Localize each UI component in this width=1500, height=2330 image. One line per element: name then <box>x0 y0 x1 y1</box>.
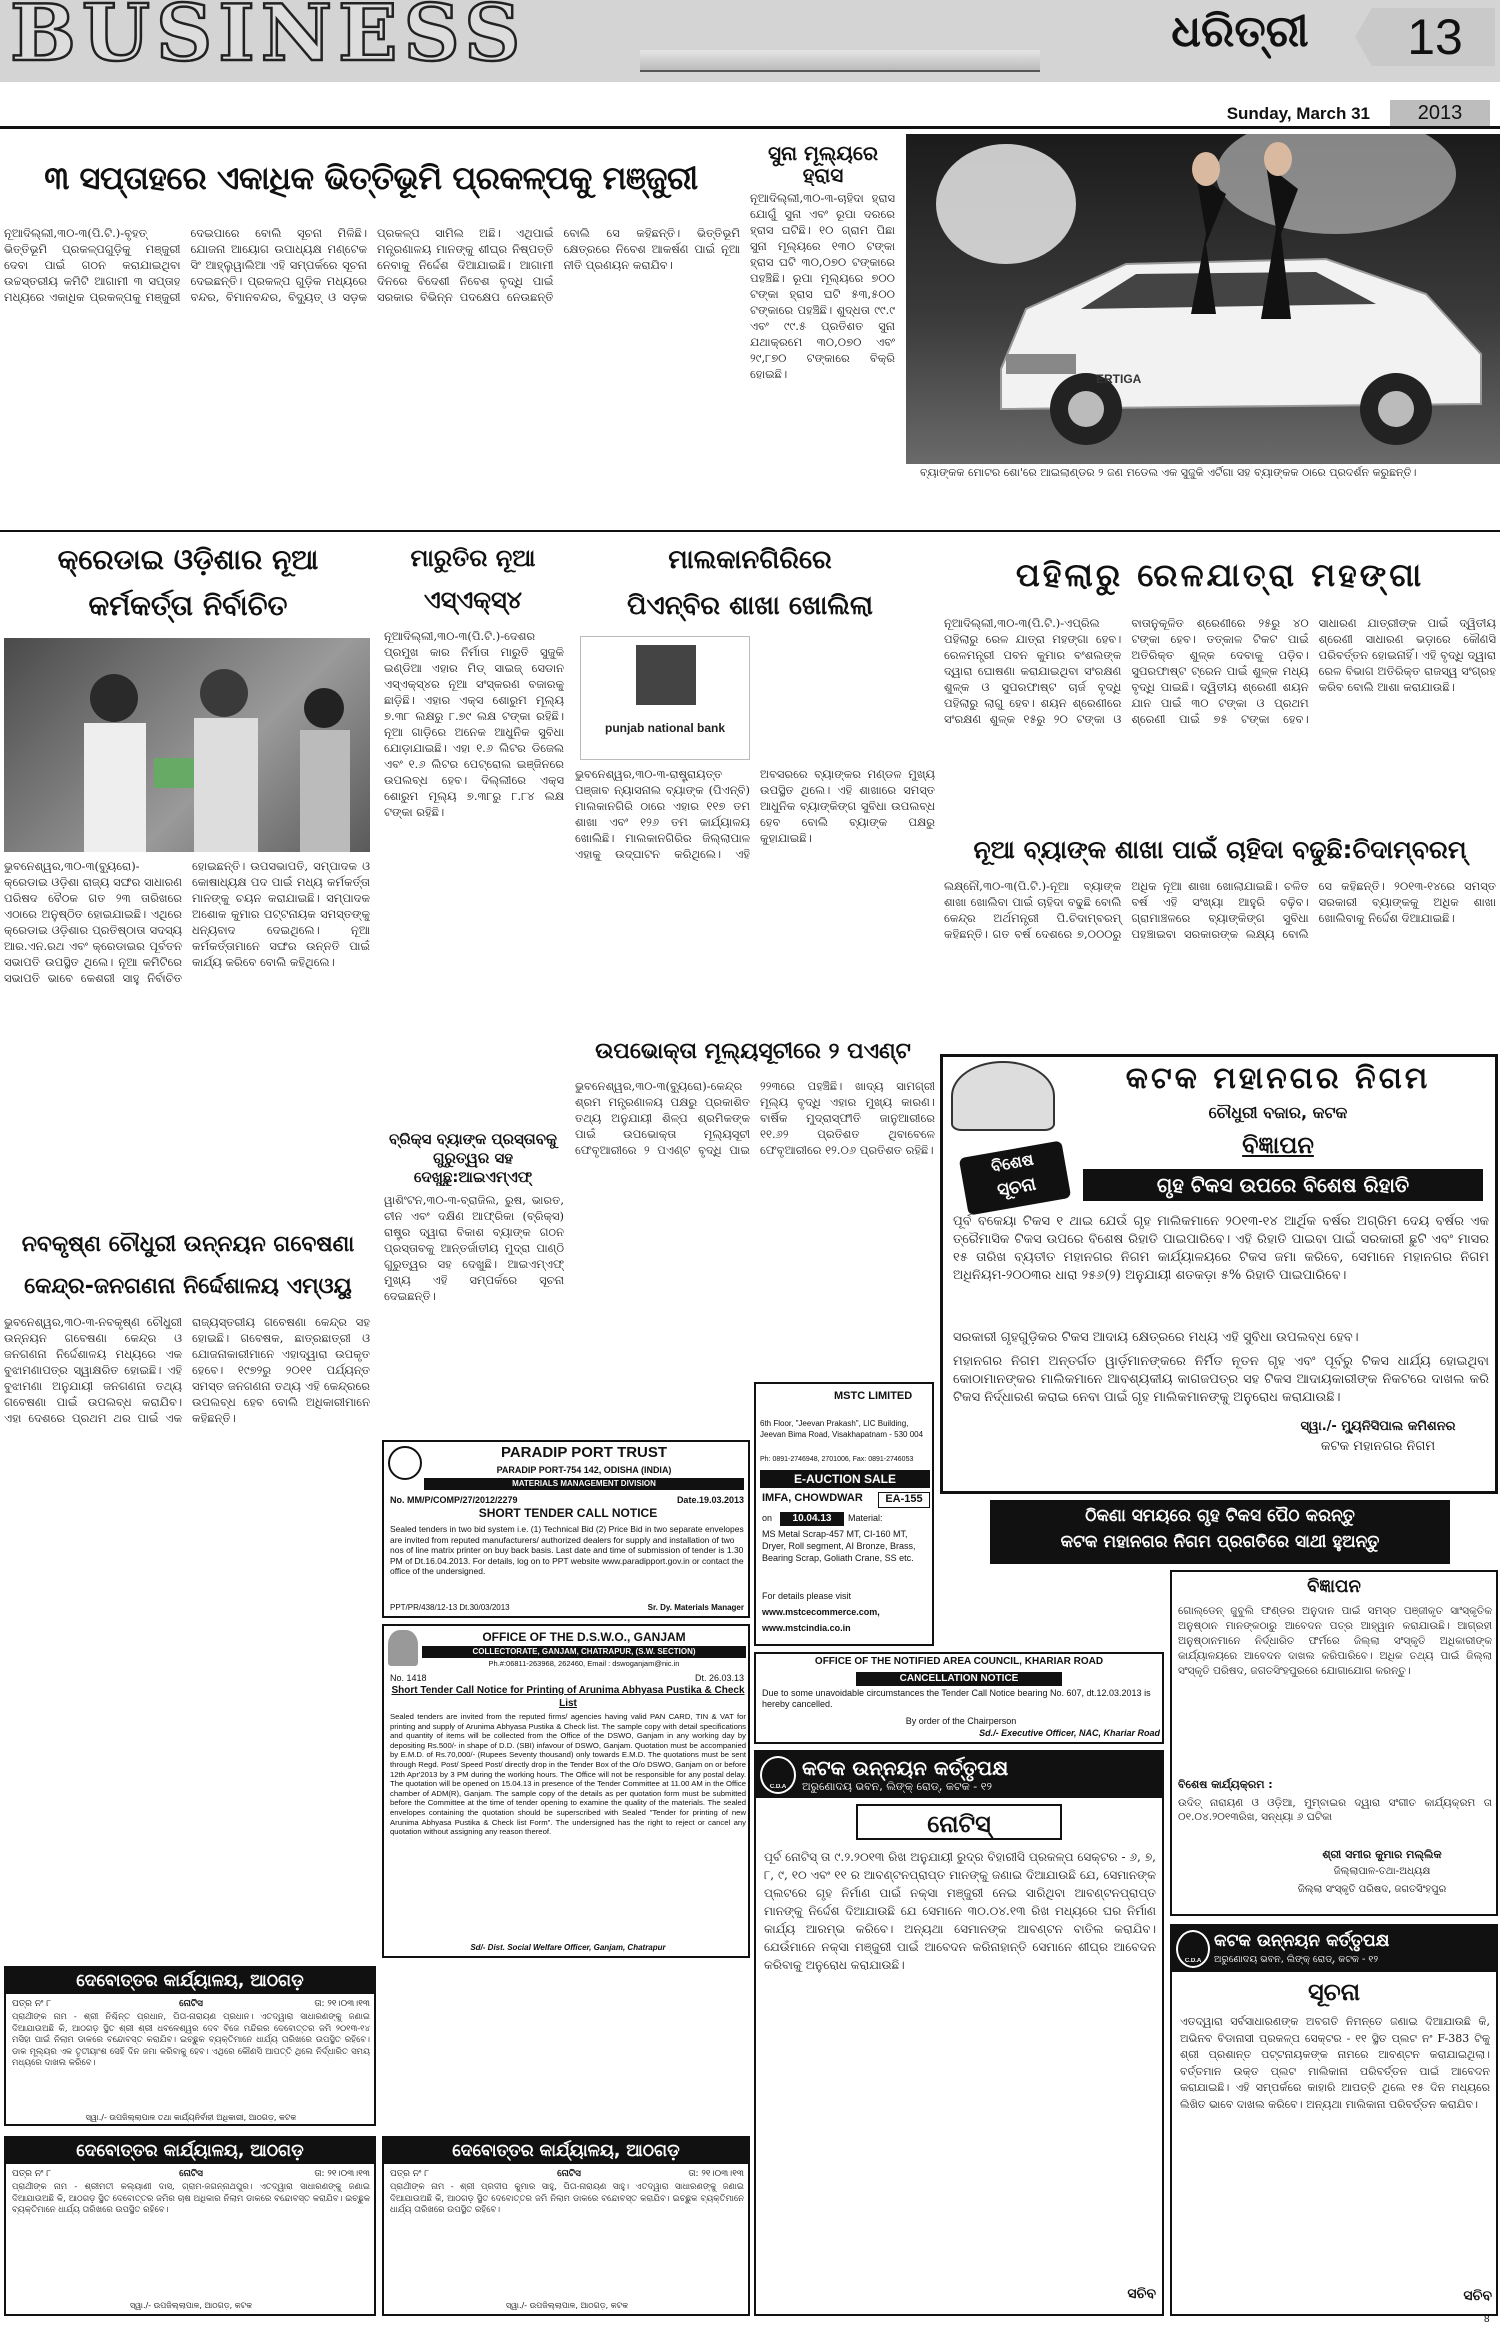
pnb-body: ଭୁବନେଶ୍ୱର,୩୦-୩-ରାଷ୍ଟ୍ରାୟତ୍ତ ପଞ୍ଜାବ ନ୍ୟାସନାଲ ବ୍ୟାଙ୍କ (ପିଏନ୍‌ବି) ମାଲକାନଗିରି ଠାରେ ଏହାର ୧୧୭ ତମ ଶାଖା ଏବଂ ୧୨୬ ତମ କାର୍ଯ୍ୟାଳୟ ଖୋଲିଛି। ମାଲକାନଗିରିର ଜିଲ୍ଲାପାଳ ଏହାକୁ ଉଦ୍‌ଘାଟନ କରିଥିଲେ। ଏହି ଅବସରରେ ବ୍ୟାଙ୍କର ମଣ୍ଡଳ ମୁଖ୍ୟ ଉପସ୍ଥିତ ଥିଲେ। ଏହି ଶାଖାରେ ସମସ୍ତ ଆଧୁନିକ ବ୍ୟାଙ୍କିଙ୍ଗ ସୁବିଧା ଉପଲବ୍ଧ ହେବ ବୋଲି ବ୍ୟାଙ୍କ ପକ୍ଷରୁ କୁହାଯାଇଛି। <box>575 767 935 861</box>
kharir-signature: Sd./- Executive Officer, NAC, Khariar Road <box>979 1728 1160 1738</box>
brics-body: ୱାଶିଂଟନ,୩୦-୩-ବ୍ରାଜିଲ, ରୁଷ, ଭାରତ, ଚୀନ ଏବଂ ଦକ୍ଷିଣ ଆଫ୍ରିକା (ବ୍ରିକ୍ସ) ରାଷ୍ଟ୍ର ଦ୍ୱାରା ବିକାଶ ବ୍ୟାଙ୍କ ଗଠନ ପ୍ରସ୍ତାବକୁ ଆନ୍ତର୍ଜାତୀୟ ମୁଦ୍ରା ପାଣ୍ଠି ଗୁରୁତ୍ୱର ସହ ଦେଖୁଛି। ଆଇଏମ୍‌ଏଫ୍ ମୁଖ୍ୟ ଏହି ସମ୍ପର୍କରେ ସୂଚନା ଦେଇଛନ୍ତି। <box>384 1193 564 1303</box>
maruti-headline-1: ମାରୁତିର ନୂଆ <box>410 544 536 572</box>
census-headline-2: କେନ୍ଦ୍ର-ଜନଗଣନା ନିର୍ଦ୍ଦେଶାଳୟ ଏମ୍‌ଓୟୁ <box>24 1274 352 1299</box>
cda1-signature: ସଚିବ <box>1127 2286 1156 2302</box>
cda1-notice-title: ନୋଟିସ୍ <box>856 1804 1062 1840</box>
cmc-note-2: ମହାନଗର ନିଗମ ଅନ୍ତର୍ଗତ ୱାର୍ଡ଼ମାନଙ୍କରେ ନିର୍ମିତ ନୂତନ ଗୃହ ଏବଂ ପୂର୍ବରୁ ଟିକସ ଧାର୍ଯ୍ୟ ହୋଇଥିବା କୋଠାମାନଙ୍କର ମାଲିକମାନେ ଆବଶ୍ୟକୀୟ କାଗଜପତ୍ର ସହ ଟିକସ ଆଦାୟକାରୀଙ୍କ ନିକଟରେ ଦାଖଲ କରି ଟିକସ ନିର୍ଦ୍ଧାରଣ କରାଇ ନେବା ପାଇଁ ଗୃହ ମାଲିକମାନଙ୍କୁ ଅନୁରୋଧ କରାଯାଉଛି। <box>953 1354 1489 1405</box>
paradip-logo <box>388 1446 422 1480</box>
issue-year: 2013 <box>1390 100 1490 126</box>
cda2-org: କଟକ ଉନ୍ନୟନ କର୍ତ୍ତୃପକ୍ଷ <box>1214 1931 1390 1951</box>
paradip-address: PARADIP PORT-754 142, ODISHA (INDIA) <box>496 1465 672 1475</box>
pnb-logo-text: punjab national bank <box>604 721 725 735</box>
cda2-notice-title: ସୂଚନା <box>1307 1978 1360 2006</box>
gold-body: ନୂଆଦିଲ୍ଲୀ,୩୦-୩-ଚାହିଦା ହ୍ରାସ ଯୋଗୁଁ ସୁନା ଏବଂ ରୂପା ଦରରେ ହ୍ରାସ ଘଟିଛି। ୧୦ ଗ୍ରାମ ପିଛା ସୁନା ମୂଲ୍ୟରେ ୧୩୦ ଟଙ୍କା ହ୍ରାସ ଘଟି ୩୦,୦୭୦ ଟଙ୍କାରେ ପହଞ୍ଚିଛି। ରୂପା ମୂଲ୍ୟରେ ୭୦୦ ଟଙ୍କା ହ୍ରାସ ଘଟି ୫୩,୫୦୦ ଟଙ୍କାରେ ପହଞ୍ଚିଛି। ଶୁଦ୍ଧତା ୯୯.୯ ଏବଂ ୯୯.୫ ପ୍ରତିଶତ ସୁନା ଯଥାକ୍ରମେ ୩୦,୦୭୦ ଏବଂ ୨୯,୮୭୦ ଟଙ୍କାରେ ବିକ୍ରି ହୋଇଛି। <box>750 191 895 381</box>
credai-body: ଭୁବନେଶ୍ୱର,୩୦-୩(ବ୍ୟୁରୋ)-କ୍ରେଡାଇ ଓଡ଼ିଶା ରାଜ୍ୟ ସଙ୍ଘର ସାଧାରଣ ପରିଷଦ ବୈଠକ ଗତ ୨୩ ତାରିଖରେ ଏଠାରେ ଅନୁଷ୍ଠିତ ହୋଇଯାଇଛି। ଏଥିରେ କ୍ରେଡାଇ ଓଡ଼ିଶାର ପ୍ରତିଷ୍ଠାତା ସଦସ୍ୟ ଆର.ଏନ.ରଥ ଏବଂ କ୍ରେଡାଇର ପୂର୍ବତନ ସଭାପତି ଉପସ୍ଥିତ ଥିଲେ। ନୂଆ କମିଟିରେ ସଭାପତି ଭାବେ କେଶରୀ ସାହୁ ନିର୍ବାଚିତ ହୋଇଛନ୍ତି। ଉପସଭାପତି, ସମ୍ପାଦକ ଓ କୋଷାଧ୍ୟକ୍ଷ ପଦ ପାଇଁ ମଧ୍ୟ କର୍ମକର୍ତ୍ତା ମାନଙ୍କୁ ଚୟନ କରାଯାଇଛି। ସମ୍ପାଦକ ଅଶୋକ କୁମାର ପଟ୍ଟନାୟକ ସମସ୍ତଙ୍କୁ ଧନ୍ୟବାଦ ଦେଇଥିଲେ। ନୂଆ କର୍ମକର୍ତ୍ତାମାନେ ସଙ୍ଘର ଉନ୍ନତି ପାଇଁ କାର୍ଯ୍ୟ କରିବେ ବୋଲି କହିଥିଲେ। <box>4 859 370 985</box>
pnb-headline-1: ମାଲକାନଗିରିରେ <box>668 545 832 575</box>
bank-branches-body: ଲକ୍ଷ୍ନୌ,୩୦-୩(ପି.ଟି.)-ନୂଆ ବ୍ୟାଙ୍କ ଶାଖା ଖୋଲିବା ପାଇଁ ଚାହିଦା ବଢୁଛି ବୋଲି କେନ୍ଦ୍ର ଅର୍ଥମନ୍ତ୍ରୀ ପି.ଚିଦାମ୍ବରମ୍ କହିଛନ୍ତି। ଗତ ବର୍ଷ ଦେଶରେ ୭,୦୦୦ରୁ ଅଧିକ ନୂଆ ଶାଖା ଖୋଲାଯାଇଛି। ଚଳିତ ବର୍ଷ ଏହି ସଂଖ୍ୟା ଆହୁରି ବଢ଼ିବ। ଗ୍ରାମାଞ୍ଚଳରେ ବ୍ୟାଙ୍କିଙ୍ଗ ସୁବିଧା ପହଞ୍ଚାଇବା ସରକାରଙ୍କ ଲକ୍ଷ୍ୟ ବୋଲି ସେ କହିଛନ୍ତି। ୨୦୧୩-୧୪ରେ ସମସ୍ତ ସରକାରୀ ବ୍ୟାଙ୍କକୁ ଅଧିକ ଶାଖା ଖୋଲିବାକୁ ନିର୍ଦ୍ଦେଶ ଦିଆଯାଇଛି। <box>944 879 1496 941</box>
athgarh3-ref: ପତ୍ର ନଂ ୮ <box>390 2169 429 2179</box>
dswo-contact: Ph.#:06811-263968, 262460, Email : dswoganjam@nic.in <box>488 1659 680 1668</box>
athgarh1-office: ଦେବୋତ୍ତର କାର୍ଯ୍ୟାଳୟ, ଆଠଗଡ଼ <box>6 1968 374 1994</box>
culture-program-label: ବିଶେଷ କାର୍ଯ୍ୟକ୍ରମ : <box>1178 1778 1273 1791</box>
credai-photo-figures <box>4 638 370 852</box>
masthead-underline <box>0 126 1500 129</box>
athgarh1-ref: ପତ୍ର ନଂ ୮ <box>12 1999 51 2009</box>
car-badge: ERTIGA <box>1096 372 1142 386</box>
cda1-ad <box>754 1750 1164 2316</box>
dswo-address: COLLECTORATE, GANJAM, CHATRAPUR, (S.W. SECTION) <box>422 1646 746 1658</box>
mstc-notice-title: E-AUCTION SALE <box>760 1470 930 1488</box>
culture-title: ବିଜ୍ଞାପନ <box>1307 1576 1361 1597</box>
mstc-auction-on: on <box>762 1513 773 1523</box>
athgarh3-body: ପ୍ରାର୍ଥୀଙ୍କ ନାମ - ଶ୍ରୀ ପ୍ରଦୀପ କୁମାର ସାହୁ, ପିତା-ନାରାୟଣ ସାହୁ। ଏତଦ୍ୱାରା ସାଧାରଣଙ୍କୁ ଜଣାଇ ଦିଆଯାଉଅଛି କି, ଆଠଗଡ଼ ସ୍ଥିତ ଦେବୋତ୍ତର ଜମି ନିଲାମ ଡାକରେ ବନ୍ଦୋବସ୍ତ କରାଯିବ। ଇଚ୍ଛୁକ ବ୍ୟକ୍ତିମାନେ ଧାର୍ଯ୍ୟ ତାରିଖରେ ଉପସ୍ଥିତ ରହିବେ। <box>390 2182 744 2215</box>
dswo-body: Sealed tenders are invited from the reputed firms/ agencies having valid PAN CARD, TIN & VAT for printing and supply of Arunima Abhyasa Pustika & Check list. The sample copy with detail specifications and quantity of items will be collected from the Office of the DSWO, Ganjam in any working day by depositing Rs.500/- in shape of D.D. (SBI) infavour of DSWO, Ganjam. Quotation must be accompanied by E.M.D. of Rs.70,000/- (Rupees Seventy thousand) only towards E.M.D. The quotations must be sent through Regd. Post/ Speed Post/ directly drop in the Tender Box of the O/o DSWO, Ganjam on or before 12th Apr'2013 by 3 PM during the working hours. The Office will not be responsible for any postal delay. The quotation will be opened on 15.04.13 in presence of the Tender Committee at 11.00 AM in the Office chamber of ADM(R), Ganjam. The sample copy of the details as per quotation form must be submitted before the Committee at the time of tender opening to examine the quality of the materials. The sealed envelopes containing the quotation should be superscribed with Sealed "Tender for printing of new Arunima Abhyasa Pustika & Check list Form". The undersigned has the right to reject or cancel any quotation without assigning any reason thereof. <box>390 1712 746 1837</box>
paradip-date: Date.19.03.2013 <box>676 1495 744 1505</box>
dswo-emblem <box>388 1630 418 1666</box>
dswo-ad <box>382 1624 750 1958</box>
issue-date: Sunday, March 31 <box>1226 104 1370 123</box>
cmc-badge-line1: ବିଶେଷ <box>989 1149 1035 1176</box>
mstc-material-label: Material: <box>848 1513 883 1523</box>
athgarh3-ad <box>382 2136 750 2316</box>
bank-branches-headline: ନୂଆ ବ୍ୟାଙ୍କ ଶାଖା ପାଇଁ ଚାହିଦା ବଢୁଛି:ଚିଦାମ୍ବରମ୍ <box>973 835 1467 864</box>
car-photo <box>906 134 1500 464</box>
mstc-site-1[interactable]: www.mstcecommerce.com, <box>762 1607 880 1617</box>
athgarh1-notice: ନୋଟିସ <box>179 1999 203 2009</box>
paradip-division: MATERIALS MANAGEMENT DIVISION <box>424 1478 744 1490</box>
gold-headline: ସୁନା ମୂଲ୍ୟରେ ହ୍ରାସ <box>767 142 879 186</box>
mstc-org: MSTC LIMITED <box>834 1390 913 1402</box>
paradip-ad <box>382 1440 750 1618</box>
railway-headline: ପହିଲାରୁ ରେଳଯାତ୍ରା ମହଙ୍ଗା <box>1015 556 1425 594</box>
census-body: ଭୁବନେଶ୍ୱର,୩୦-୩-ନବକୃଷ୍ଣ ଚୌଧୁରୀ ଉନ୍ନୟନ ଗବେଷଣା କେନ୍ଦ୍ର ଓ ଜନଗଣନା ନିର୍ଦ୍ଦେଶାଳୟ ମଧ୍ୟରେ ଏକ ବୁଝାମଣାପତ୍ର ସ୍ୱାକ୍ଷରିତ ହୋଇଛି। ଏହି ବୁଝାମଣା ଅନୁଯାୟୀ ଜନଗଣନା ତଥ୍ୟ ଗବେଷଣା ପାଇଁ ଉପଲବ୍ଧ କରାଯିବ। ଏହା ଦେଶରେ ପ୍ରଥମ ଥର ପାଇଁ ଏକ ରାଜ୍ୟସ୍ତରୀୟ ଗବେଷଣା କେନ୍ଦ୍ର ସହ ହୋଇଛି। ଗବେଷକ, ଛାତ୍ରଛାତ୍ରୀ ଓ ଯୋଜନାକାରୀମାନେ ଏହାଦ୍ୱାରା ଉପକୃତ ହେବେ। ୧୯୭୨ରୁ ୨୦୧୧ ପର୍ଯ୍ୟନ୍ତ ସମସ୍ତ ଜନଗଣନା ତଥ୍ୟ ଏହି କେନ୍ଦ୍ରରେ ଉପଲବ୍ଧ ହେବ ବୋଲି ଅଧିକାରୀମାନେ କହିଛନ୍ତି। <box>4 1315 370 1425</box>
cda2-signature: ସଚିବ <box>1463 2288 1492 2304</box>
pnb-logo <box>580 636 750 760</box>
athgarh2-body: ପ୍ରାର୍ଥୀଙ୍କ ନାମ - ଶ୍ରୀମତୀ କଲ୍ୟାଣୀ ଦାସ, ଗ୍ରାମ-ଜଗନ୍ନାଥପୁର। ଏତଦ୍ୱାରା ସାଧାରଣଙ୍କୁ ଜଣାଇ ଦିଆଯାଉଅଛି କି, ଆଠଗଡ଼ ସ୍ଥିତ ଦେବୋତ୍ତର ଜମିର ଚାଷ ଅଧିକାର ନିଲାମ ଡାକରେ ବନ୍ଦୋବସ୍ତ କରାଯିବ। ଇଚ୍ଛୁକ ବ୍ୟକ୍ତିମାନେ ଧାର୍ଯ୍ୟ ତାରିଖରେ ଉପସ୍ଥିତ ରହିବେ। <box>12 2182 370 2215</box>
paradip-notice-title: SHORT TENDER CALL NOTICE <box>478 1506 658 1520</box>
inflation-headline: ଉପଭୋକ୍ତା ମୂଲ୍ୟସୂଚୀରେ ୨ ପଏଣ୍ଟ <box>595 1039 911 1064</box>
athgarh2-ad <box>4 2136 376 2316</box>
mstc-details: For details please visit <box>762 1591 852 1601</box>
paper-logo: ଧରିତ୍ରୀ <box>1171 6 1309 57</box>
maruti-body: ନୂଆଦିଲ୍ଲୀ,୩୦-୩(ପି.ଟି.)-ଦେଶର ପ୍ରମୁଖ କାର ନିର୍ମାତା ମାରୁତି ସୁଜୁକି ଇଣ୍ଡିଆ ଏହାର ମିଡ୍ ସାଇଜ୍ ସେଡାନ ଏସ୍‌ଏକ୍ସ୍‌୪ର ନୂଆ ସଂସ୍କରଣ ବଜାରକୁ ଛାଡ଼ିଛି। ଏହାର ଏକ୍ସ ଶୋରୁମ ମୂଲ୍ୟ ୭.୩୮ ଲକ୍ଷରୁ ୮.୭୯ ଲକ୍ଷ ଟଙ୍କା ରହିଛି। ନୂଆ ଗାଡ଼ିରେ ଅନେକ ଆଧୁନିକ ସୁବିଧା ଯୋଡ଼ାଯାଇଛି। ଏହା ୧.୬ ଲିଟର ଡିଜେଲ ଏବଂ ୧.୬ ଲିଟର ପେଟ୍ରୋଲ ଇଞ୍ଜିନରେ ଉପଲବ୍ଧ ହେବ। ଦିଲ୍ଲୀରେ ଏକ୍ସ ଶୋରୁମ ମୂଲ୍ୟ ୭.୩୮ରୁ ୮.୮୪ ଲକ୍ଷ ଟଙ୍କା ରହିଛି। <box>384 629 564 819</box>
athgarh3-signature: ସ୍ୱା./- ଉପଜିଲ୍ଲାପାଳ, ଆଠଗଡ଼, କଟକ <box>505 2301 629 2310</box>
culture-body: ଗୋଲ୍‌ଡେନ୍ ଜୁବୁଲି ଫଣ୍ଡର ଅନୁଦାନ ପାଇଁ ସମସ୍ତ ପଞ୍ଜୀକୃତ ସାଂସ୍କୃତିକ ଅନୁଷ୍ଠାନ ମାନଙ୍କଠାରୁ ଆବେଦନ ପତ୍ର ଆହ୍ୱାନ କରାଯାଉଛି। ଆଗ୍ରହୀ ଅନୁଷ୍ଠାନମାନେ ନିର୍ଦ୍ଧାରିତ ଫର୍ମରେ ଜିଲ୍ଲା ସଂସ୍କୃତି ଅଧିକାରୀଙ୍କ କାର୍ଯ୍ୟାଳୟରେ ଆବେଦନ ଦାଖଲ କରିପାରିବେ। ଅଧିକ ତଥ୍ୟ ପାଇଁ ଜିଲ୍ଲା ସଂସ୍କୃତି ପରିଷଦ, ଜଗତସିଂହପୁରରେ ଯୋଗାଯୋଗ କରନ୍ତୁ। <box>1178 1605 1492 1677</box>
culture-program-text: ଉଦିତ୍ ନାରାୟଣ ଓ ଓଡ଼ିଆ, ମୁମ୍ବାଇର ଦ୍ୱାରା ସଂଗୀତ କାର୍ଯ୍ୟକ୍ରମ ତା ୦୧.୦୪.୨୦୧୩ରିଖ, ସନ୍ଧ୍ୟା ୬ ଘଟିକା <box>1178 1797 1492 1823</box>
divider-row2 <box>0 530 1500 532</box>
athgarh3-date: ତା: ୨୧।୦୩।୧୩ <box>688 2169 744 2179</box>
athgarh2-date: ତା: ୨୧।୦୩।୧୩ <box>314 2169 370 2179</box>
athgarh2-notice: ନୋଟିସ <box>179 2169 203 2179</box>
cda1-body: ପୂର୍ବ ନୋଟିସ୍ ତା ୯.୨.୨୦୧୩ ରିଖ ଅନୁଯାୟୀ ରୁଦ୍ର ବିହାରୀସି ପ୍ରକଳ୍ପ ସେକ୍ଟର - ୬, ୭, ୮, ୯, ୧୦ ଏବଂ ୧୧ ର ଆବଣ୍ଟନପ୍ରାପ୍ତ ମାନଙ୍କୁ ଜଣାଇ ଦିଆଯାଉଛି ଯେ, ସେମାନଙ୍କ ପ୍ଲଟରେ ଗୃହ ନିର୍ମାଣ ପାଇଁ ନକ୍ସା ମଞ୍ଜୁରୀ ନେଇ ସାରିଥିବା ଆବଣ୍ଟନପ୍ରାପ୍ତ ମାନଙ୍କୁ ନିର୍ଦ୍ଦେଶ ଦିଆଯାଉଛି ଯେ ସେମାନେ ୩୦.୦୪.୧୩ ରିଖ ମଧ୍ୟରେ ଘର ନିର୍ମାଣ କାର୍ଯ୍ୟ ଆରମ୍ଭ କରିବେ। ଅନ୍ୟଥା ସେମାନଙ୍କ ଆବଣ୍ଟନ ବାତିଲ କରାଯିବ। ଯେଉଁମାନେ ନକ୍ସା ମଞ୍ଜୁରୀ ପାଇଁ ଆବେଦନ କରିନାହାନ୍ତି ସେମାନେ ଶୀଘ୍ର ଆବେଦନ କରିବାକୁ ଅନୁରୋଧ କରାଯାଉଛି। <box>764 1850 1156 1972</box>
athgarh1-ad <box>4 1966 376 2126</box>
dswo-notice-title: Short Tender Call Notice for Printing of Arunima Abhyasa Pustika & Check List <box>391 1685 745 1709</box>
kharir-ad <box>754 1652 1164 1744</box>
credai-headline-2: କର୍ମକର୍ତ୍ତା ନିର୍ବାଚିତ <box>88 589 288 622</box>
dswo-no: No. 1418 <box>390 1673 427 1683</box>
athgarh1-date: ତା: ୨୧।୦୩।୧୩ <box>314 1999 370 2009</box>
page-footer-mark: 8 <box>1484 2314 1490 2325</box>
cmc-emblem <box>951 1061 1055 1131</box>
paradip-title: PARADIP PORT TRUST <box>500 1444 668 1461</box>
census-headline-1: ନବକୃଷ୍ଣ ଚୌଧୁରୀ ଉନ୍ନୟନ ଗବେଷଣା <box>21 1232 355 1257</box>
cda1-org: କଟକ ଉନ୍ନୟନ କର୍ତ୍ତୃପକ୍ଷ <box>802 1756 1009 1780</box>
cmc-address: ଚୌଧୁରୀ ବଜାର, କଟକ <box>1208 1103 1348 1122</box>
paradip-body: Sealed tenders in two bid system i.e. (1) Technical Bid (2) Price Bid in two separate envelopes are invited from reputed manufacturers/ authorized dealers for supply and installation of two nos of line matrix printer on buy back basis. Last date and time of submission of tender is 1.30 PM of Dt.16.04.2013. For details, log on to PPT website www.paradipport.gov.in or contact the office of the undersigned. <box>390 1524 744 1576</box>
paradip-footer-right: Sr. Dy. Materials Manager <box>647 1603 744 1612</box>
cmc-badge <box>959 1140 1071 1215</box>
culture-signature-1: ଶ୍ରୀ ସମୀର କୁମାର ମଲ୍ଲିକ <box>1322 1848 1442 1861</box>
athgarh3-notice: ନୋଟିସ <box>557 2169 581 2179</box>
culture-signature-3: ଜିଲ୍ଲା ସଂସ୍କୃତି ପରିଷଦ, ଜଗତସିଂହପୁର <box>1297 1884 1447 1895</box>
culture-signature-2: ଜିଲ୍ଲାପାଳ-ତଥା-ଅଧ୍ୟକ୍ଷ <box>1333 1866 1431 1877</box>
section-title: BUSINESS <box>10 0 527 79</box>
cda1-logo: C.D.A <box>769 1784 787 1790</box>
car-illustration <box>906 134 1500 464</box>
car-photo-caption: ବ୍ୟାଙ୍କକ ମୋଟର ଶୋ'ରେ ଆଇଲାଣ୍ଡର ୨ ଜଣ ମଡେଲ ଏକ ସୁଜୁକି ଏର୍ଟିଗା ସହ ବ୍ୟାଙ୍କକ ଠାରେ ପ୍ରଦର୍ଶନ କରୁଛନ୍ତି। <box>920 466 1417 479</box>
athgarh3-office: ଦେବୋତ୍ତର କାର୍ଯ୍ୟାଳୟ, ଆଠଗଡ଼ <box>384 2138 748 2164</box>
cmc-org: କଟକ ମହାନଗର ନିଗମ <box>1125 1061 1431 1096</box>
cda2-header <box>1172 1926 1496 1972</box>
maruti-headline-2: ଏସ୍‌ଏକ୍ସ୍‌୪ <box>423 586 523 614</box>
cda2-address: ଅରୁଣୋଦୟ ଭବନ, ଲିଙ୍କ୍ ରୋଡ୍, କଟକ - ୧୨ <box>1214 1954 1379 1965</box>
cmc-banner-1: ଠିକଣା ସମୟରେ ଗୃହ ଟିକସ ପୈଠ କରନ୍ତୁ <box>1085 1506 1355 1526</box>
cda2-body: ଏତଦ୍ୱାରା ସର୍ବସାଧାରଣଙ୍କ ଅବଗତି ନିମନ୍ତେ ଜଣାଇ ଦିଆଯାଉଛି କି, ଅଭିନବ ବିଡାନାସୀ ପ୍ରକଳ୍ପ ସେକ୍ଟର - ୧୧ ସ୍ଥିତ ପ୍ଲଟ ନଂ F-383 ଟିକୁ ଶ୍ରୀ ପ୍ରଶାନ୍ତ ପଟ୍ଟନାୟକଙ୍କ ନାମରେ ଆବଣ୍ଟନ କରାଯାଇଥିଲା। ବର୍ତ୍ତମାନ ଉକ୍ତ ପ୍ଲଟ ମାଲିକାନା ପରିବର୍ତ୍ତନ ପାଇଁ ଆବେଦନ କରାଯାଇଛି। ଏହି ସମ୍ପର୍କରେ କାହାରି ଆପତ୍ତି ଥିଲେ ୧୫ ଦିନ ମଧ୍ୟରେ ଲିଖିତ ଭାବେ ଦାଖଲ କରିବେ। ଅନ୍ୟଥା ମାଲିକାନା ପରିବର୍ତ୍ତନ କରାଯିବ। <box>1180 2015 1490 2111</box>
mstc-ad <box>754 1382 934 1646</box>
dswo-signature: Sd/- Dist. Social Welfare Officer, Ganjam, Chatrapur <box>470 1943 666 1952</box>
kharir-order: By order of the Chairperson <box>905 1716 1017 1726</box>
kharir-body: Due to some unavoidable circumstances the Tender Call Notice bearing No. 607, dt.12.03.2013 is hereby cancelled. <box>762 1688 1151 1709</box>
brics-headline: ବ୍ରିକ୍ସ ବ୍ୟାଙ୍କ ପ୍ରସ୍ତାବକୁ ଗୁରୁତ୍ୱର ସହ ଦେଖୁଛୁ:ଆଇଏମ୍‌ଏଫ୍ <box>388 1130 558 1186</box>
mstc-phone: Ph: 0891-2746948, 2701006, Fax: 0891-2746053 <box>760 1456 914 1463</box>
mstc-auction-date: 10.04.13 <box>780 1512 844 1526</box>
athgarh1-body: ପ୍ରାର୍ଥୀଙ୍କ ନାମ - ଶ୍ରୀ ନିଶ୍ଚିନ୍ତ ପ୍ରଧାନ, ପିତା-ନାରାୟଣ ପ୍ରଧାନ। ଏତଦ୍ୱାରା ସାଧାରଣଙ୍କୁ ଜଣାଇ ଦିଆଯାଉଅଛି କି, ଆଠଗଡ଼ ସ୍ଥିତ ଶ୍ରୀ ଶ୍ରୀ ଧବଳେଶ୍ୱର ଦେବ ବିଜେ ମନ୍ଦିରର ଦେବୋତ୍ତର ଜମି ୨୦୧୩-୧୪ ମସିହା ପାଇଁ ନିଲାମ ଡାକରେ ବନ୍ଦୋବସ୍ତ କରାଯିବ। ଇଚ୍ଛୁକ ବ୍ୟକ୍ତିମାନେ ଧାର୍ଯ୍ୟ ତାରିଖରେ ଉପସ୍ଥିତ ରହିବେ। ଡାକ ମୂଲ୍ୟର ଏକ ତୃତୀୟାଂଶ ସେହି ଦିନ ଜମା କରିବାକୁ ହେବ। ଏଥିରେ କୌଣସି ଆପତ୍ତି ଥିଲେ ନିର୍ଦ୍ଧାରିତ ସମୟ ମଧ୍ୟରେ ଦାଖଲ କରିବେ। <box>12 2012 370 2068</box>
lead-body: ନୂଆଦିଲ୍ଲୀ,୩୦-୩(ପି.ଟି.)-ବୃହତ୍ ଭିତ୍ତିଭୂମି ପ୍ରକଳ୍ପଗୁଡ଼ିକୁ ମଞ୍ଜୁରୀ ଦେବା ପାଇଁ ଗଠନ କରାଯାଇଥିବା ଉଚ୍ଚସ୍ତରୀୟ କମିଟି ଆଗାମୀ ୩ ସପ୍ତାହ ମଧ୍ୟରେ ଏକାଧିକ ପ୍ରକଳ୍ପକୁ ମଞ୍ଜୁରୀ ଦେଇପାରେ ବୋଲି ସୂଚନା ମିଳିଛି। ଯୋଜନା ଆୟୋଗ ଉପାଧ୍ୟକ୍ଷ ମଣ୍ଟେକ ସିଂ ଆହ୍ଲୁୱାଲିଆ ଏହି ସମ୍ପର୍କରେ ସୂଚନା ଦେଇଛନ୍ତି। ପ୍ରକଳ୍ପ ଗୁଡ଼ିକ ମଧ୍ୟରେ ବନ୍ଦର, ବିମାନବନ୍ଦର, ବିଦ୍ୟୁତ୍ ଓ ସଡ଼କ ପ୍ରକଳ୍ପ ସାମିଲ ଅଛି। ଏଥିପାଇଁ ମନ୍ତ୍ରଣାଳୟ ମାନଙ୍କୁ ଶୀଘ୍ର ନିଷ୍ପତ୍ତି ନେବାକୁ ନିର୍ଦ୍ଦେଶ ଦିଆଯାଇଛି। ଆଗାମୀ ଦିନରେ ବିଦେଶୀ ନିବେଶ ବୃଦ୍ଧି ପାଇଁ ସରକାର ବିଭିନ୍ନ ପଦକ୍ଷେପ ନେଉଛନ୍ତି ବୋଲି ସେ କହିଛନ୍ତି। ଭିତ୍ତିଭୂମି କ୍ଷେତ୍ରରେ ନିବେଶ ଆକର୍ଷଣ ପାଇଁ ନୂଆ ନୀତି ପ୍ରଣୟନ କରାଯିବ। <box>4 226 740 304</box>
cda1-address: ଅରୁଣୋଦୟ ଭବନ, ଲିଙ୍କ୍ ରୋଡ୍, କଟକ - ୧୨ <box>802 1780 992 1793</box>
kharir-notice-title: CANCELLATION NOTICE <box>856 1672 1062 1686</box>
masthead-rule <box>640 50 1040 72</box>
cmc-note-1: ସରକାରୀ ଗୃହଗୁଡ଼ିକର ଟିକସ ଆଦାୟ କ୍ଷେତ୍ରରେ ମଧ୍ୟ ଏହି ସୁବିଧା ଉପଲବ୍ଧ ହେବ। <box>953 1330 1359 1345</box>
mstc-address: 6th Floor, "Jeevan Prakash", LIC Building, Jeevan Bima Road, Visakhapatnam - 530 004 <box>760 1419 924 1439</box>
mstc-material: MS Metal Scrap-457 MT, CI-160 MT, Dryer, Roll segment, AI Bronze, Brass, Bearing Scrap, Goliath Crane, SS etc. <box>762 1529 916 1563</box>
athgarh2-signature: ସ୍ୱା./- ଉପଜିଲ୍ଲାପାଳ, ଆଠଗଡ଼, କଟକ <box>129 2301 253 2310</box>
cmc-subject: ଗୃହ ଟିକସ ଉପରେ ବିଶେଷ ରିହାତି <box>1083 1169 1483 1201</box>
lead-headline: ୩ ସପ୍ତାହରେ ଏକାଧିକ ଭିତ୍ତିଭୂମି ପ୍ରକଳ୍ପକୁ ମଞ୍ଜୁରୀ <box>44 159 698 197</box>
paradip-ref: No. MM/P/COMP/27/2012/2279 <box>390 1495 518 1505</box>
credai-headline-1: କ୍ରେଡାଇ ଓଡ଼ିଶାର ନୂଆ <box>57 543 319 576</box>
cda1-header <box>756 1752 1162 1798</box>
inflation-body: ଭୁବନେଶ୍ୱର,୩୦-୩(ବ୍ୟୁରୋ)-କେନ୍ଦ୍ର ଶ୍ରମ ମନ୍ତ୍ରଣାଳୟ ପକ୍ଷରୁ ପ୍ରକାଶିତ ତଥ୍ୟ ଅନୁଯାୟୀ ଶିଳ୍ପ ଶ୍ରମିକଙ୍କ ପାଇଁ ଉପଭୋକ୍ତା ମୂଲ୍ୟସୂଚୀ ଫେବୃଆରୀରେ ୨ ପଏଣ୍ଟ ବୃଦ୍ଧି ପାଇ ୨୨୩ରେ ପହଞ୍ଚିଛି। ଖାଦ୍ୟ ସାମଗ୍ରୀ ମୂଲ୍ୟ ବୃଦ୍ଧି ଏହାର ମୁଖ୍ୟ କାରଣ। ବାର୍ଷିକ ମୁଦ୍ରାସ୍ଫୀତି ଜାନୁଆରୀରେ ୧୧.୬୨ ପ୍ରତିଶତ ଥିବାବେଳେ ଫେବୃଆରୀରେ ୧୨.୦୬ ପ୍ରତିଶତ ରହିଛି। <box>575 1079 935 1157</box>
credai-photo <box>4 638 370 852</box>
cda2-ad <box>1170 1924 1498 2316</box>
mstc-seller: IMFA, CHOWDWAR <box>762 1492 863 1504</box>
pnb-logo-mark <box>636 645 696 705</box>
cmc-signature-2: କଟକ ମହାନଗର ନିଗମ <box>1320 1439 1436 1454</box>
dswo-title: OFFICE OF THE D.S.W.O., GANJAM <box>482 1630 686 1644</box>
cmc-body: ପୂର୍ବ ବକେୟା ଟିକସ ୧ ଥାଇ ଯେଉଁ ଗୃହ ମାଲିକମାନେ ୨୦୧୩-୧୪ ଆର୍ଥିକ ବର୍ଷର ଅଗ୍ରିମ ଦେୟ ବର୍ଷର ଏକ ତ୍ରୈମାସିକ ଟିକସ ଉପରେ ବିଶେଷ ରିହାତି ପାଇପାରିବେ। ଏହି ରିହାତି ପାଇବା ପାଇଁ ସରକାରୀ ଛୁଟି ଏବଂ ମାସର ୧୫ ତାରିଖ ବ୍ୟତୀତ ମହାନଗର ନିଗମ କାର୍ଯ୍ୟାଳୟରେ ଟିକସ ଜମା କରିବେ, ସେମାନେ ମହାନଗର ନିଗମ ଅଧିନିୟମ-୨୦୦୩ର ଧାରା ୨୫୬(୨) ଅନୁଯାୟୀ ଶତକଡ଼ା ୫% ରିହାତି ପାଇପାରିବେ। <box>953 1214 1489 1283</box>
pnb-headline-2: ପିଏନ୍‌ବିର ଶାଖା ଖୋଲିଲା <box>627 591 873 621</box>
cmc-signature-1: ସ୍ୱା./- ମ୍ୟୁନିସିପାଲ କମିଶନର <box>1300 1419 1456 1434</box>
dswo-date: Dt. 26.03.13 <box>694 1673 744 1683</box>
athgarh2-ref: ପତ୍ର ନଂ ୮ <box>12 2169 51 2179</box>
mstc-auction-no: EA-155 <box>878 1492 930 1508</box>
paradip-footer-left: PPT/PR/438/12-13 Dt.30/03/2013 <box>390 1603 510 1612</box>
cmc-banner <box>990 1500 1450 1564</box>
page-number: 13 <box>1407 9 1463 65</box>
cmc-ad-title: ବିଜ୍ଞାପନ <box>1242 1131 1314 1159</box>
cda2-logo: C.D.A <box>1184 1958 1202 1964</box>
cmc-badge-line2: ସୂଚନା <box>995 1173 1038 1202</box>
culture-ad <box>1170 1570 1498 1916</box>
athgarh1-signature: ସ୍ୱା./- ଉପଜିଲ୍ଲାପାଳ ତଥା କାର୍ଯ୍ୟନିର୍ବାହୀ ଅଧିକାରୀ, ଆଠଗଡ଼, କଟକ <box>85 2113 297 2122</box>
kharir-title: OFFICE OF THE NOTIFIED AREA COUNCIL, KHARIAR ROAD <box>814 1656 1104 1667</box>
cmc-ad <box>940 1054 1498 1494</box>
railway-body: ନୂଆଦିଲ୍ଲୀ,୩୦-୩(ପି.ଟି.)-ଏପ୍ରିଲ ପହିଲାରୁ ରେଳ ଯାତ୍ରା ମହଙ୍ଗା ହେବ। ରେଳମନ୍ତ୍ରୀ ପବନ କୁମାର ବଂଶଲଙ୍କ ଦ୍ୱାରା ଘୋଷଣା କରାଯାଇଥିବା ସଂରକ୍ଷଣ ଶୁଳ୍କ ଓ ସୁପରଫାଷ୍ଟ ଚାର୍ଜ ବୃଦ୍ଧି ପହିଲାରୁ ଲାଗୁ ହେବ। ଶୟନ ଶ୍ରେଣୀରେ ସଂରକ୍ଷଣ ଶୁଳ୍କ ୧୫ରୁ ୨୦ ଟଙ୍କା ଓ ବାତାନୁକୂଳିତ ଶ୍ରେଣୀରେ ୨୫ରୁ ୪୦ ଟଙ୍କା ହେବ। ତତ୍କାଳ ଟିକଟ ପାଇଁ ଅତିରିକ୍ତ ଶୁଳ୍କ ଦେବାକୁ ପଡ଼ିବ। ସୁପରଫାଷ୍ଟ ଟ୍ରେନ ପାଇଁ ଶୁଳ୍କ ମଧ୍ୟ ବୃଦ୍ଧି ପାଇଛି। ଦ୍ୱିତୀୟ ଶ୍ରେଣୀ ଶୟନ ଯାନ ପାଇଁ ୩୦ ଟଙ୍କା ଓ ପ୍ରଥମ ଶ୍ରେଣୀ ପାଇଁ ୭୫ ଟଙ୍କା ହେବ। ସାଧାରଣ ଯାତ୍ରୀଙ୍କ ପାଇଁ ଦ୍ୱିତୀୟ ଶ୍ରେଣୀ ସାଧାରଣ ଭଡ଼ାରେ କୌଣସି ପରିବର୍ତ୍ତନ ହୋଇନାହିଁ। ଏହି ବୃଦ୍ଧି ଦ୍ୱାରା ରେଳ ବିଭାଗ ଅତିରିକ୍ତ ରାଜସ୍ୱ ସଂଗ୍ରହ କରିବ ବୋଲି ଆଶା କରାଯାଉଛି। <box>944 616 1496 726</box>
athgarh2-office: ଦେବୋତ୍ତର କାର୍ଯ୍ୟାଳୟ, ଆଠଗଡ଼ <box>6 2138 374 2164</box>
mstc-site-2[interactable]: www.mstcindia.co.in <box>762 1623 851 1633</box>
cmc-banner-2: କଟକ ମହାନଗର ନିଗମ ପ୍ରଗତିରେ ସାଥୀ ହୁଅନ୍ତୁ <box>1060 1532 1380 1552</box>
